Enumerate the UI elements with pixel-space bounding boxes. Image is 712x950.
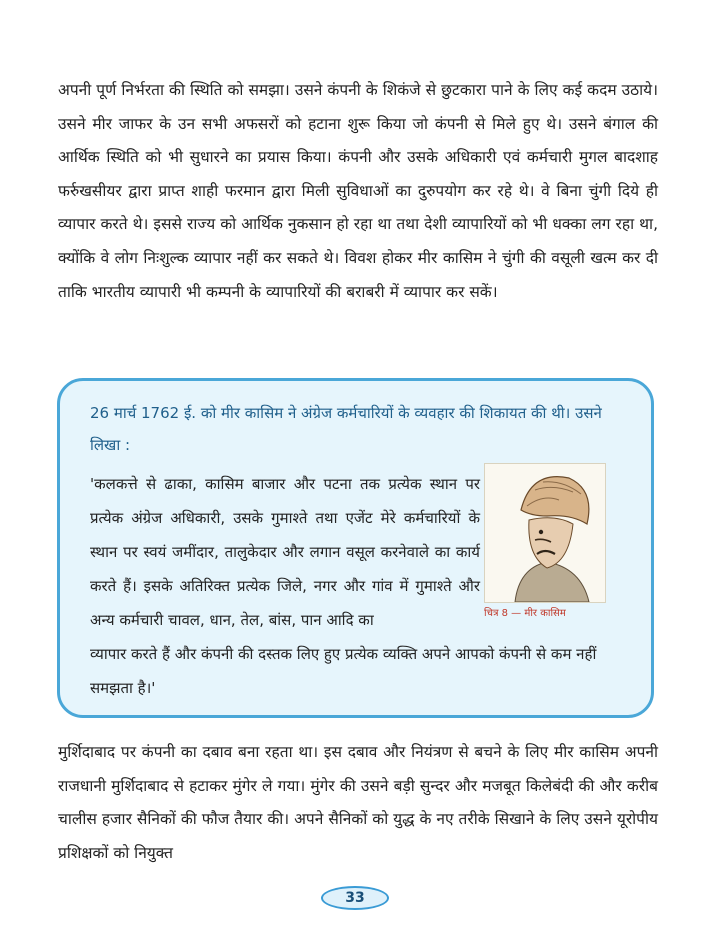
portrait-caption: चित्र 8 — मीर कासिम <box>484 608 566 619</box>
body-paragraph-2: मुर्शिदाबाद पर कंपनी का दबाव बना रहता था। इस दबाव और नियंत्रण से बचने के लिए मीर कासिम अपनी राजधानी मुर्शिदाबाद से हटाकर मुंगेर ले गया। मुंगेर की उसने बड़ी सुन्दर और मजबूत किलेबंदी की और करीब चालीस हजार सैनिकों की फौज तैयार की। अपने सैनिकों को युद्ध के नए तरीके सिखाने के लिए उसने यूरोपीय प्रशिक्षकों को नियुक्त <box>58 743 658 862</box>
body-paragraph-1: अपनी पूर्ण निर्भरता की स्थिति को समझा। उसने कंपनी के शिकंजे से छुटकारा पाने के लिए कई कदम उठाये। उसने मीर जाफर के उन सभी अफसरों को हटाना शुरू किया जो कंपनी से मिले हुए थे। उसने बंगाल की आर्थिक स्थिति को भी सुधारने का प्रयास किया। कंपनी और उसके अधिकारी एवं कर्मचारी मुगल बादशाह फर्रुखसीयर द्वारा प्राप्त शाही फरमान द्वारा मिली सुविधाओं का दुरुपयोग कर रहे थे। वे बिना चुंगी दिये ही व्यापार करते थे। इससे राज्य को आर्थिक नुकसान हो रहा था तथा देशी व्यापारियों को भी धक्का लग रहा था, क्योंकि वे लोग निःशुल्क व्यापार नहीं कर सकते थे। विवश होकर मीर कासिम ने चुंगी की वसूली खत्म कर दी ताकि भारतीय व्यापारी भी कम्पनी के व्यापारियों की बराबरी में व्यापार कर सकें। <box>58 81 658 301</box>
page-number-badge <box>321 886 389 910</box>
page-number: 33 <box>345 890 365 906</box>
quote-intro: 26 मार्च 1762 ई. को मीर कासिम ने अंग्रेज कर्मचारियों के व्यवहार की शिकायत की थी। उसने लिखा : <box>90 404 602 454</box>
mir-kasim-portrait <box>484 463 606 603</box>
quote-text-part-2: व्यापार करते हैं और कंपनी की दस्तक लिए हुए प्रत्येक व्यक्ति अपने आपको कंपनी से कम नहीं समझता है।' <box>90 645 597 697</box>
quote-box <box>57 378 654 718</box>
quote-text-part-1: 'कलकत्ते से ढाका, कासिम बाजार और पटना तक प्रत्येक स्थान पर प्रत्येक अंग्रेज अधिकारी, उसके गुमाश्ते तथा एजेंट मेरे कर्मचारियों के स्थान पर स्वयं जमींदार, तालुकेदार और लगान वसूल करनेवाले का कार्य करते हैं। इसके अतिरिक्त प्रत्येक जिले, नगर और गांव में गुमाश्ते और अन्य कर्मचारी चावल, धान, तेल, बांस, पान आदि का <box>90 475 480 629</box>
